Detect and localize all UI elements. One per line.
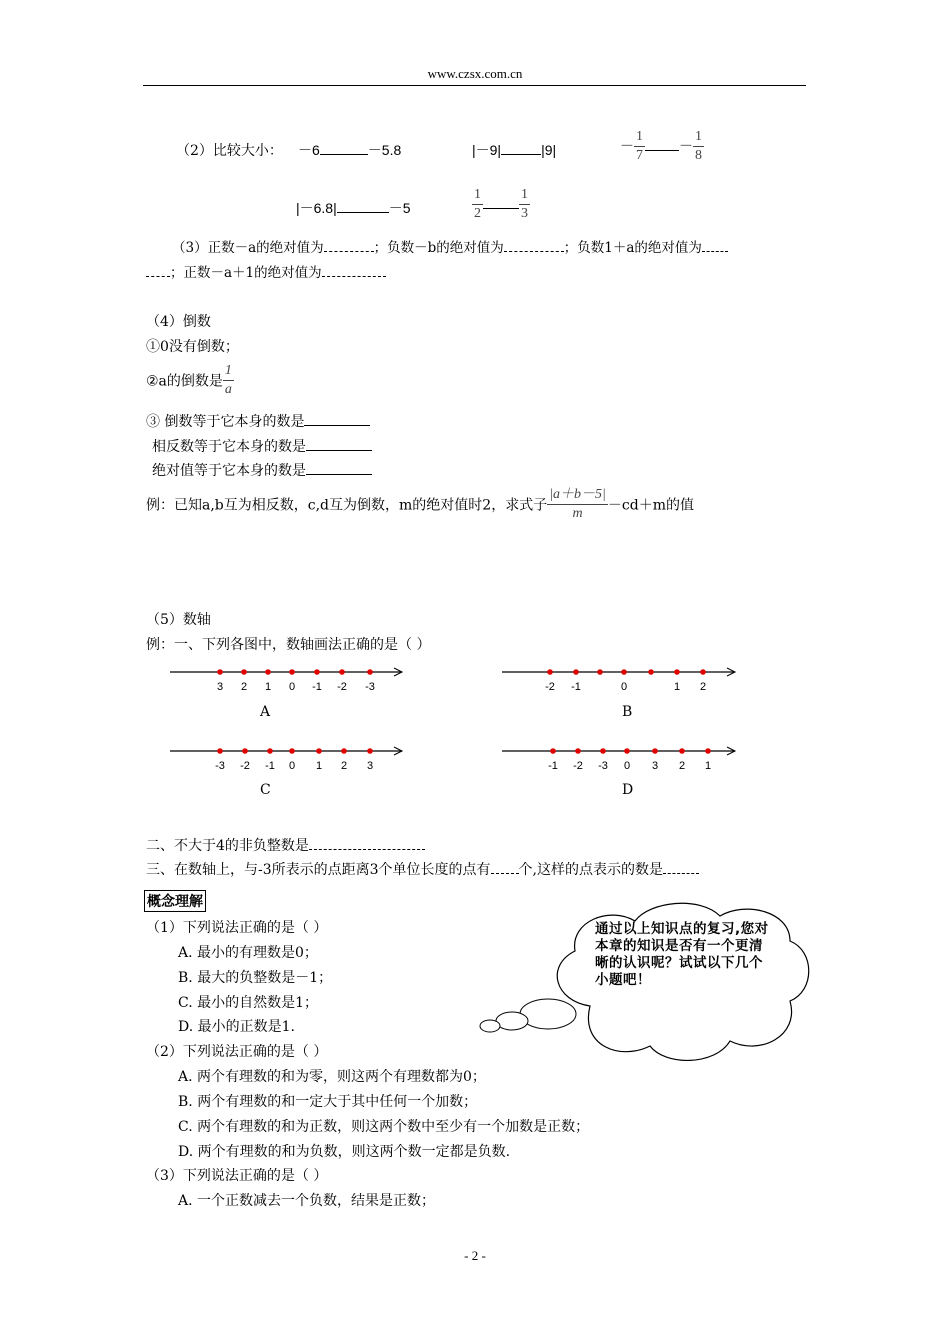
q2-label: （2）比较大小： [176, 143, 283, 159]
axis-point [600, 748, 606, 754]
q4-item5: 绝对值等于它本身的数是 [152, 460, 372, 480]
axis-tick-label: 2 [340, 760, 348, 772]
axis-point [674, 669, 680, 675]
page-header: www.czsx.com.cn [427, 66, 523, 81]
cq1-stem: （1）下列说法正确的是（ ） [146, 920, 328, 936]
cq3-stem: （3）下列说法正确的是（ ） [146, 1168, 328, 1184]
cq1-opt-d: D. 最小的正数是1. [178, 1019, 295, 1035]
axis-point [314, 669, 320, 675]
cq1-opt-b: B. 最大的负整数是－1； [178, 970, 333, 986]
axis-point [242, 748, 248, 754]
axis-tick-label: -2 [337, 681, 347, 693]
page-footer: - 2 - [464, 1248, 486, 1263]
axis-tick-label: 1 [673, 681, 681, 693]
number-axis-d [502, 747, 735, 772]
axis-tick-label: 3 [651, 760, 659, 772]
axis-point [267, 748, 273, 754]
axis-point [316, 748, 322, 754]
number-axis-a [170, 668, 402, 693]
axis-tick-label: -2 [240, 760, 250, 772]
q5-example: 例：一、下列各图中，数轴画法正确的是（ ） [146, 637, 431, 653]
axis-point [705, 748, 711, 754]
axis-label-d: D [622, 782, 634, 798]
cq2-opt-d: D. 两个有理数的和为负数，则这两个数一定都是负数. [178, 1144, 511, 1160]
axis-label-c: C [260, 782, 271, 798]
axis-point [339, 669, 345, 675]
axis-tick-label: 2 [240, 681, 248, 693]
axis-point [624, 748, 630, 754]
axis-point [547, 669, 553, 675]
axis-point [700, 669, 706, 675]
axis-tick-label: 2 [699, 681, 707, 693]
axis-tick-label: -1 [265, 760, 275, 772]
concept-title: 概念理解 [144, 890, 206, 912]
axis-tick-label: 2 [678, 760, 686, 772]
q5-part3: 三、在数轴上，与-3所表示的点距离3个单位长度的点有 个,这样的点表示的数是 [146, 859, 699, 879]
axis-point [367, 669, 373, 675]
q4-item4: 相反数等于它本身的数是 [152, 436, 372, 456]
axis-tick-label: 0 [623, 760, 631, 772]
cq2-opt-b: B. 两个有理数的和一定大于其中任何一个加数； [178, 1094, 478, 1110]
axis-label-b: B [622, 704, 633, 720]
q5-part2: 二、不大于4的非负整数是 [146, 835, 425, 855]
q4-item2: ②a的倒数是 $\frac{1}{a}$ [146, 363, 232, 397]
number-axis-b [502, 668, 735, 693]
axis-tick-label: -1 [312, 681, 322, 693]
axis-point [575, 748, 581, 754]
q2-b: |－9| |9| [472, 142, 557, 158]
axis-tick-label: 3 [216, 681, 224, 693]
axis-point [289, 748, 295, 754]
axis-point [573, 669, 579, 675]
axis-tick-label: 1 [704, 760, 712, 772]
cq1-opt-c: C. 最小的自然数是1； [178, 995, 319, 1011]
cq2-stem: （2）下列说法正确的是（ ） [146, 1044, 328, 1060]
axis-point [217, 669, 223, 675]
axis-point [597, 669, 603, 675]
number-axis-c [170, 747, 402, 772]
q4-title: （4）倒数 [146, 314, 211, 330]
axis-tick-label: -2 [573, 760, 583, 772]
axis-point [652, 748, 658, 754]
axis-tick-label: 1 [264, 681, 272, 693]
q2-c: － $\frac{1}{7}$ － $\frac{1}{8}$ [620, 129, 702, 163]
axis-point [289, 669, 295, 675]
axis-point [241, 669, 247, 675]
q3-line2: ；正数－a＋1的绝对值为 [146, 261, 386, 281]
axis-tick-label: -3 [215, 760, 225, 772]
axis-point [621, 669, 627, 675]
axis-point [217, 748, 223, 754]
axis-label-a: A [260, 704, 271, 720]
axis-tick-label: -3 [598, 760, 608, 772]
cq3-opt-a: A. 一个正数减去一个负数，结果是正数； [178, 1193, 436, 1209]
axis-tick-label: 3 [366, 760, 374, 772]
q5-title: （5）数轴 [146, 612, 211, 628]
q2-e: $\frac{1}{2}$ $\frac{1}{3}$ [474, 187, 528, 221]
axis-tick-label: -1 [548, 760, 558, 772]
axis-tick-label: -3 [365, 681, 375, 693]
axis-tick-label: 0 [288, 681, 296, 693]
axis-point [265, 669, 271, 675]
cq2-opt-a: A. 两个有理数的和为零，则这两个有理数都为0； [178, 1069, 486, 1085]
q4-item1: ①0没有倒数； [146, 339, 239, 355]
q2-d: |－6.8| －5 [296, 200, 411, 216]
axis-tick-label: -2 [545, 681, 555, 693]
axis-point [367, 748, 373, 754]
axis-tick-label: 0 [620, 681, 628, 693]
q4-item3: ③ 倒数等于它本身的数是 [146, 411, 370, 431]
axis-point [648, 669, 654, 675]
axis-point [550, 748, 556, 754]
axis-point [341, 748, 347, 754]
q3-line1: （3）正数－a的绝对值为 ；负数－b的绝对值为 ；负数1＋a的绝对值为 [172, 236, 728, 256]
cq2-opt-c: C. 两个有理数的和为正数，则这两个数中至少有一个加数是正数； [178, 1119, 590, 1135]
axis-tick-label: -1 [571, 681, 581, 693]
q2-a: －6 －5.8 [298, 142, 402, 158]
axis-tick-label: 1 [315, 760, 323, 772]
axis-tick-label: 0 [288, 760, 296, 772]
example-1: 例：已知a,b互为相反数，c,d互为倒数，m的绝对值时2，求式子 $\frac{|a+b-5|}{m}$ －cd＋m的值 [146, 487, 694, 521]
axis-point [679, 748, 685, 754]
cloud-text: 通过以上知识点的复习,您对本章的知识是否有一个更清晰的认识呢？试试以下几个小题吧！ [595, 921, 769, 988]
cq1-opt-a: A. 最小的有理数是0； [178, 945, 318, 961]
